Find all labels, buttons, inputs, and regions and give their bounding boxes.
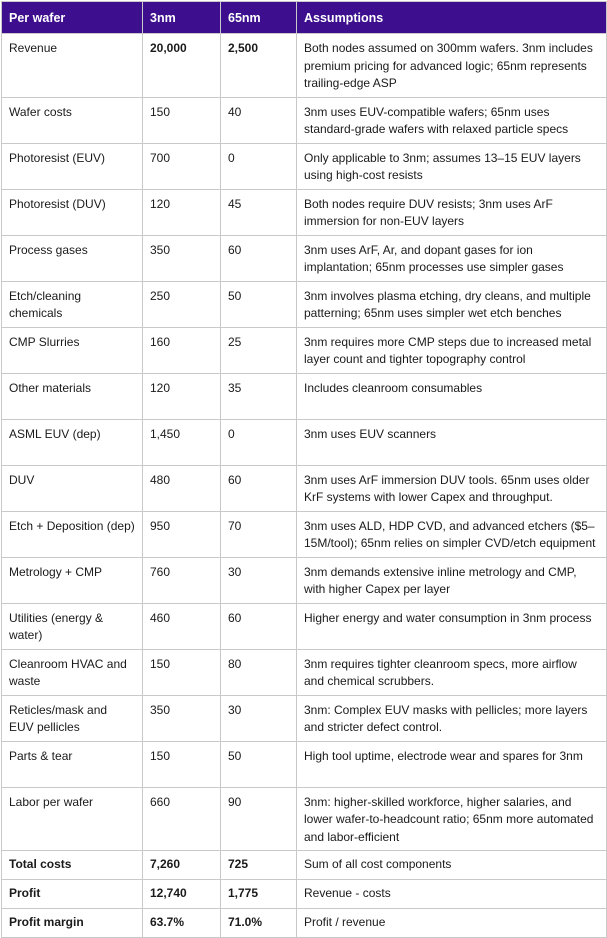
row-label: Photoresist (EUV) xyxy=(2,143,143,189)
table-row xyxy=(2,281,607,327)
value-65nm: 60 xyxy=(221,603,297,649)
header-row xyxy=(2,2,607,34)
value-65nm: 70 xyxy=(221,511,297,557)
value-65nm: 725 xyxy=(221,851,297,880)
header-65nm: 65nm xyxy=(221,2,297,34)
header-per-wafer: Per wafer xyxy=(2,2,143,34)
assumption-text: 3nm uses EUV-compatible wafers; 65nm uses standard-grade wafers with relaxed particle specs xyxy=(297,97,607,143)
table-row xyxy=(2,695,607,741)
value-65nm: 0 xyxy=(221,419,297,465)
total-costs-row xyxy=(2,851,607,880)
row-label: Profit xyxy=(2,880,143,909)
assumption-text: Profit / revenue xyxy=(297,909,607,938)
table-row xyxy=(2,327,607,373)
table-row xyxy=(2,373,607,419)
value-65nm: 0 xyxy=(221,143,297,189)
row-label: Metrology + CMP xyxy=(2,557,143,603)
value-3nm: 460 xyxy=(143,603,221,649)
value-3nm: 760 xyxy=(143,557,221,603)
value-3nm: 150 xyxy=(143,649,221,695)
row-label: Utilities (energy & water) xyxy=(2,603,143,649)
value-65nm: 2,500 xyxy=(221,34,297,98)
table-row xyxy=(2,649,607,695)
table-row xyxy=(2,511,607,557)
assumption-text: 3nm requires more CMP steps due to increased metal layer count and tighter topography control xyxy=(297,327,607,373)
value-3nm: 660 xyxy=(143,787,221,851)
value-3nm: 950 xyxy=(143,511,221,557)
row-label: Etch + Deposition (dep) xyxy=(2,511,143,557)
row-label: Revenue xyxy=(2,34,143,98)
assumption-text: 3nm: higher-skilled workforce, higher salaries, and lower wafer-to-headcount ratio; 65nm more automated and labor-efficient xyxy=(297,787,607,851)
assumption-text: 3nm uses ArF, Ar, and dopant gases for ion implantation; 65nm processes use simpler gases xyxy=(297,235,607,281)
value-3nm: 7,260 xyxy=(143,851,221,880)
table-row xyxy=(2,419,607,465)
table-row xyxy=(2,189,607,235)
value-65nm: 60 xyxy=(221,465,297,511)
row-label: Other materials xyxy=(2,373,143,419)
value-3nm: 20,000 xyxy=(143,34,221,98)
assumption-text: 3nm uses EUV scanners xyxy=(297,419,607,465)
assumption-text: 3nm uses ArF immersion DUV tools. 65nm uses older KrF systems with lower Capex and throughput. xyxy=(297,465,607,511)
table-row xyxy=(2,465,607,511)
assumption-text: Only applicable to 3nm; assumes 13–15 EUV layers using high-cost resists xyxy=(297,143,607,189)
table-row xyxy=(2,787,607,851)
value-3nm: 150 xyxy=(143,741,221,787)
cost-table xyxy=(1,1,607,938)
header-3nm: 3nm xyxy=(143,2,221,34)
row-label: Total costs xyxy=(2,851,143,880)
value-3nm: 160 xyxy=(143,327,221,373)
value-65nm: 35 xyxy=(221,373,297,419)
row-label: Cleanroom HVAC and waste xyxy=(2,649,143,695)
profit-row xyxy=(2,880,607,909)
profit-margin-row xyxy=(2,909,607,938)
assumption-text: 3nm: Complex EUV masks with pellicles; more layers and stricter defect control. xyxy=(297,695,607,741)
value-65nm: 80 xyxy=(221,649,297,695)
row-label: Wafer costs xyxy=(2,97,143,143)
value-3nm: 250 xyxy=(143,281,221,327)
value-3nm: 700 xyxy=(143,143,221,189)
table-row xyxy=(2,97,607,143)
value-65nm: 30 xyxy=(221,695,297,741)
table-row xyxy=(2,603,607,649)
table-row xyxy=(2,143,607,189)
value-3nm: 480 xyxy=(143,465,221,511)
value-65nm: 60 xyxy=(221,235,297,281)
value-3nm: 1,450 xyxy=(143,419,221,465)
row-label: CMP Slurries xyxy=(2,327,143,373)
value-65nm: 25 xyxy=(221,327,297,373)
value-3nm: 350 xyxy=(143,695,221,741)
row-label: ASML EUV (dep) xyxy=(2,419,143,465)
value-3nm: 150 xyxy=(143,97,221,143)
value-65nm: 50 xyxy=(221,741,297,787)
value-65nm: 71.0% xyxy=(221,909,297,938)
value-3nm: 120 xyxy=(143,189,221,235)
row-label: Etch/cleaning chemicals xyxy=(2,281,143,327)
value-65nm: 40 xyxy=(221,97,297,143)
row-label: DUV xyxy=(2,465,143,511)
row-label: Parts & tear xyxy=(2,741,143,787)
assumption-text: 3nm involves plasma etching, dry cleans, and multiple patterning; 65nm uses simpler wet etch benches xyxy=(297,281,607,327)
value-3nm: 120 xyxy=(143,373,221,419)
value-65nm: 1,775 xyxy=(221,880,297,909)
assumption-text: 3nm requires tighter cleanroom specs, more airflow and chemical scrubbers. xyxy=(297,649,607,695)
value-3nm: 350 xyxy=(143,235,221,281)
value-65nm: 30 xyxy=(221,557,297,603)
assumption-text: Higher energy and water consumption in 3nm process xyxy=(297,603,607,649)
assumption-text: 3nm uses ALD, HDP CVD, and advanced etchers ($5–15M/tool); 65nm relies on simpler CVD/etch equipment xyxy=(297,511,607,557)
assumption-text: High tool uptime, electrode wear and spares for 3nm xyxy=(297,741,607,787)
row-label: Photoresist (DUV) xyxy=(2,189,143,235)
table-row xyxy=(2,741,607,787)
row-label: Reticles/mask and EUV pellicles xyxy=(2,695,143,741)
table-row xyxy=(2,235,607,281)
value-3nm: 12,740 xyxy=(143,880,221,909)
assumption-text: 3nm demands extensive inline metrology and CMP, with higher Capex per layer xyxy=(297,557,607,603)
value-3nm: 63.7% xyxy=(143,909,221,938)
table-row xyxy=(2,557,607,603)
value-65nm: 90 xyxy=(221,787,297,851)
row-label: Labor per wafer xyxy=(2,787,143,851)
value-65nm: 45 xyxy=(221,189,297,235)
row-label: Process gases xyxy=(2,235,143,281)
assumption-text: Includes cleanroom consumables xyxy=(297,373,607,419)
row-label: Profit margin xyxy=(2,909,143,938)
value-65nm: 50 xyxy=(221,281,297,327)
table-row xyxy=(2,34,607,98)
header-assumptions: Assumptions xyxy=(297,2,607,34)
assumption-text: Both nodes require DUV resists; 3nm uses ArF immersion for non-EUV layers xyxy=(297,189,607,235)
assumption-text: Revenue - costs xyxy=(297,880,607,909)
assumption-text: Sum of all cost components xyxy=(297,851,607,880)
assumption-text: Both nodes assumed on 300mm wafers. 3nm includes premium pricing for advanced logic; 65nm represents trailing-edge ASP xyxy=(297,34,607,98)
